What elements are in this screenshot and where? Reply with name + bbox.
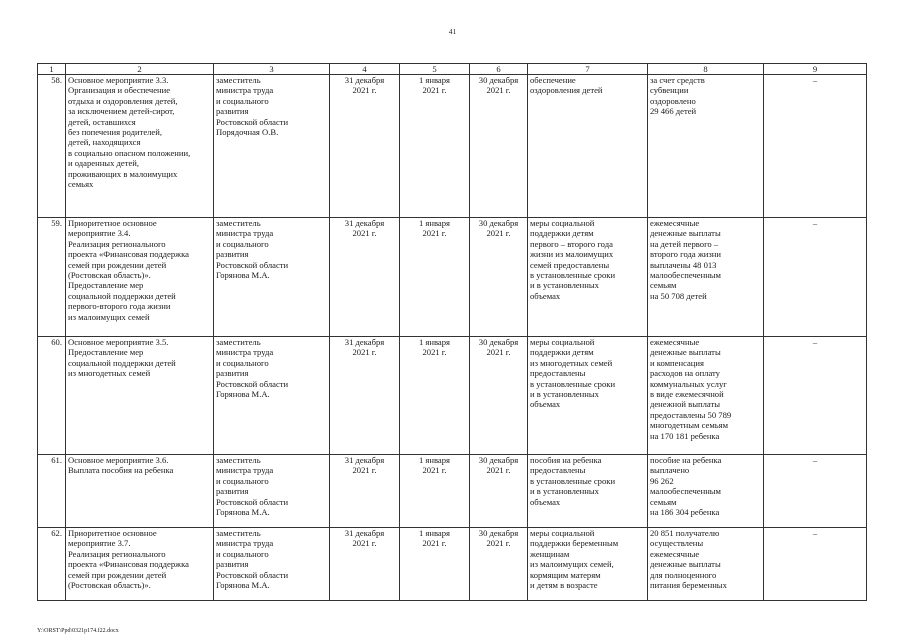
note-cell: – xyxy=(764,528,867,601)
start-date-cell: 1 января 2021 г. xyxy=(400,337,470,455)
start-date-cell: 1 января 2021 г. xyxy=(400,218,470,337)
column-header: 1 xyxy=(38,64,66,75)
event-name-cell: Основное мероприятие 3.3. Организация и обеспечение отдыха и оздоровления детей, за исключением детей-сирот, детей, оставшихся без попечения родителей, детей, находящихся в социально опасном положении, и одаренных детей, проживающих в малоимущих семьях xyxy=(66,75,214,218)
start-date-cell: 1 января 2021 г. xyxy=(400,75,470,218)
responsible-cell: заместитель министра труда и социального развития Ростовской области Порядочная О.В. xyxy=(214,75,330,218)
note-cell: – xyxy=(764,218,867,337)
column-header: 5 xyxy=(400,64,470,75)
actual-result-cell: ежемесячные денежные выплаты на детей первого – второго года жизни выплачены 48 013 малообеспеченным семьям на 50 708 детей xyxy=(648,218,764,337)
deadline-cell: 31 декабря 2021 г. xyxy=(330,75,400,218)
responsible-cell: заместитель министра труда и социального развития Ростовской области Горянова М.А. xyxy=(214,218,330,337)
actual-result-cell: пособие на ребенка выплачено 96 262 малообеспеченным семьям на 186 304 ребенка xyxy=(648,455,764,528)
responsible-cell: заместитель министра труда и социального развития Ростовской области Горянова М.А. xyxy=(214,455,330,528)
column-header: 6 xyxy=(470,64,528,75)
report-table xyxy=(37,63,867,601)
expected-result-cell: пособия на ребенка предоставлены в установленные сроки и в установленных объемах xyxy=(528,455,648,528)
row-number: 60. xyxy=(38,337,66,455)
end-date-cell: 30 декабря 2021 г. xyxy=(470,337,528,455)
event-name-cell: Основное мероприятие 3.6. Выплата пособия на ребенка xyxy=(66,455,214,528)
note-cell: – xyxy=(764,75,867,218)
expected-result-cell: меры социальной поддержки детям первого – второго года жизни из малоимущих семей предоставлены в установленные сроки и в установленных объемах xyxy=(528,218,648,337)
row-number: 58. xyxy=(38,75,66,218)
deadline-cell: 31 декабря 2021 г. xyxy=(330,528,400,601)
row-number: 61. xyxy=(38,455,66,528)
table-row xyxy=(38,528,867,601)
expected-result-cell: обеспечение оздоровления детей xyxy=(528,75,648,218)
event-name-cell: Основное мероприятие 3.5. Предоставление мер социальной поддержки детей из многодетных семей xyxy=(66,337,214,455)
column-header: 2 xyxy=(66,64,214,75)
end-date-cell: 30 декабря 2021 г. xyxy=(470,455,528,528)
end-date-cell: 30 декабря 2021 г. xyxy=(470,75,528,218)
note-cell: – xyxy=(764,455,867,528)
page-number: 41 xyxy=(448,27,457,36)
table-row xyxy=(38,75,867,218)
row-number: 62. xyxy=(38,528,66,601)
start-date-cell: 1 января 2021 г. xyxy=(400,455,470,528)
end-date-cell: 30 декабря 2021 г. xyxy=(470,218,528,337)
column-header: 4 xyxy=(330,64,400,75)
column-number-row xyxy=(38,64,867,75)
column-header: 8 xyxy=(648,64,764,75)
responsible-cell: заместитель министра труда и социального развития Ростовской области Горянова М.А. xyxy=(214,337,330,455)
actual-result-cell: ежемесячные денежные выплаты и компенсация расходов на оплату коммунальных услуг в виде ежемесячной денежной выплаты предоставлены 50 789 многодетным семьям на 170 181 ребенка xyxy=(648,337,764,455)
event-name-cell: Приоритетное основное мероприятие 3.7. Реализация регионального проекта «Финансовая поддержка семей при рождении детей (Ростовская область)». xyxy=(66,528,214,601)
end-date-cell: 30 декабря 2021 г. xyxy=(470,528,528,601)
start-date-cell: 1 января 2021 г. xyxy=(400,528,470,601)
responsible-cell: заместитель министра труда и социального развития Ростовской области Горянова М.А. xyxy=(214,528,330,601)
expected-result-cell: меры социальной поддержки детям из многодетных семей предоставлены в установленные сроки и в установленных объемах xyxy=(528,337,648,455)
document-file-path: Y:\ORST\Ppd\0321p174.f22.docx xyxy=(37,628,119,634)
row-number: 59. xyxy=(38,218,66,337)
table-row xyxy=(38,455,867,528)
deadline-cell: 31 декабря 2021 г. xyxy=(330,455,400,528)
table-row xyxy=(38,337,867,455)
actual-result-cell: 20 851 получателю осуществлены ежемесячные денежные выплаты для полноценного питания беременных xyxy=(648,528,764,601)
column-header: 9 xyxy=(764,64,867,75)
deadline-cell: 31 декабря 2021 г. xyxy=(330,218,400,337)
column-header: 3 xyxy=(214,64,330,75)
column-header: 7 xyxy=(528,64,648,75)
deadline-cell: 31 декабря 2021 г. xyxy=(330,337,400,455)
event-name-cell: Приоритетное основное мероприятие 3.4. Реализация регионального проекта «Финансовая поддержка семей при рождении детей (Ростовская область)». Предоставление мер социальной поддержки детей первого-второго года жизни из малоимущих семей xyxy=(66,218,214,337)
actual-result-cell: за счет средств субвенции оздоровлено 29 466 детей xyxy=(648,75,764,218)
note-cell: – xyxy=(764,337,867,455)
expected-result-cell: меры социальной поддержки беременным женщинам из малоимущих семей, кормящим матерям и детям в возрасте xyxy=(528,528,648,601)
table-row xyxy=(38,218,867,337)
